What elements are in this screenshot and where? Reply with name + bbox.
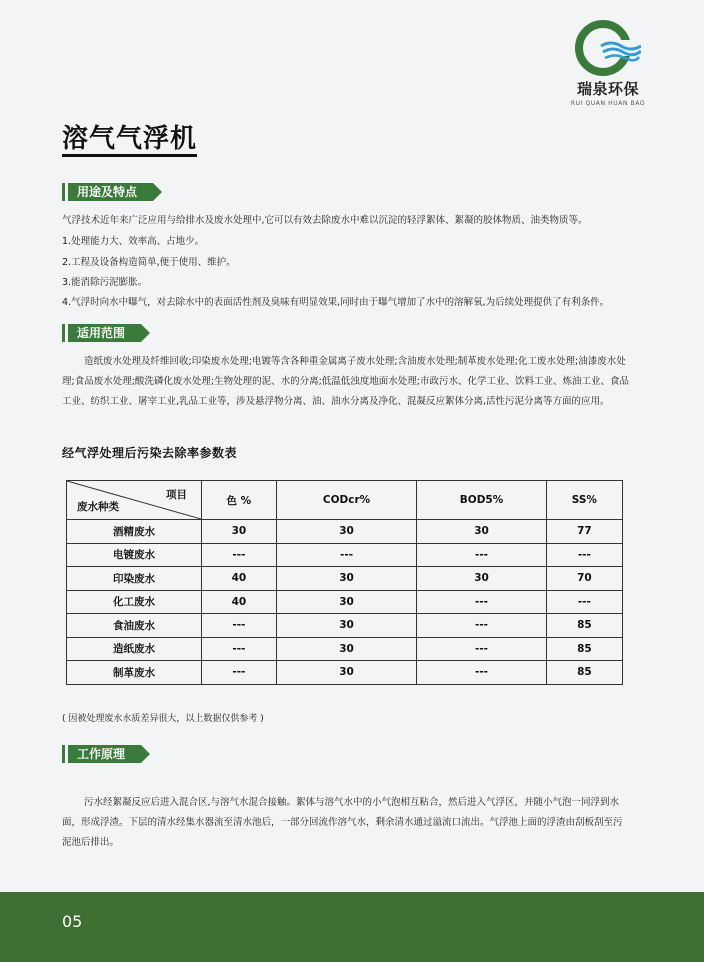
table-cell: 40: [202, 590, 277, 614]
table-cell: ---: [417, 661, 546, 685]
table-corner-cell: [67, 481, 202, 520]
principle-paragraph: 污水经絮凝反应后进入混合区,与溶气水混合接触。絮体与溶气水中的小气泡相互粘合，然后进入气浮区，并随小气泡一同浮到水面，形成浮渣。下层的清水经集水器流至清水池后，一部分回流作溶气水，剩余清水通过溢流口流出。气浮池上面的浮渣由刮板刮至污泥池后排出。: [62, 797, 623, 848]
section-tag-uses: 用途及特点: [68, 183, 153, 201]
table-cell: 30: [417, 520, 546, 544]
table-row: [67, 661, 623, 685]
table-cell: 30: [276, 567, 417, 591]
table-cell: ---: [417, 637, 546, 661]
table-cell: 30: [276, 520, 417, 544]
table-row: [67, 637, 623, 661]
table-cell: 85: [546, 614, 622, 638]
uses-intro: 气浮技术近年来广泛应用与给排水及废水处理中,它可以有效去除废水中难以沉淀的轻浮絮体、絮凝的胶体物质、油类物质等。: [62, 215, 588, 226]
col-header: 色 %: [202, 481, 277, 520]
table-cell: ---: [202, 661, 277, 685]
footer-bar: [0, 892, 704, 962]
table-cell: ---: [417, 543, 546, 567]
page-number: 05: [62, 912, 83, 931]
table-cell: ---: [417, 590, 546, 614]
table-header-row: [67, 481, 623, 520]
row-label: 化工废水: [67, 590, 202, 614]
row-label: 食油废水: [67, 614, 202, 638]
table-cell: 30: [276, 590, 417, 614]
table-cell: 85: [546, 637, 622, 661]
table-cell: ---: [417, 614, 546, 638]
col-header: BOD5%: [417, 481, 546, 520]
table-cell: ---: [202, 637, 277, 661]
logo-chinese-name: 瑞泉环保: [576, 80, 639, 98]
table-cell: ---: [546, 543, 622, 567]
table-cell: ---: [546, 590, 622, 614]
table-cell: ---: [276, 543, 417, 567]
removal-rate-table: [66, 480, 623, 685]
header-type-label: 废水种类: [77, 501, 119, 513]
scope-paragraph: 造纸废水处理及纤维回收;印染废水处理;电镀等含各种重金属离子废水处理;含油废水处理;制革废水处理;化工废水处理;油漆废水处理;食品废水处理;酸洗磷化废水处理;生物处理的泥、水的分离;低温低浊度地面水处理;市政污水、化学工业、饮料工业、炼油工业、食品工业、纺织工业、屠宰工业,乳品工业等，涉及悬浮物分离、油、油水分离及净化、混凝反应絮体分离,活性污泥分离等方面的应用。: [62, 356, 630, 407]
table-cell: ---: [202, 543, 277, 567]
company-logo: [568, 20, 648, 107]
row-label: 酒精废水: [67, 520, 202, 544]
table-row: [67, 590, 623, 614]
logo-english-name: RUI QUAN HUAN BAO: [570, 100, 646, 107]
section-tag-scope: 适用范围: [68, 324, 141, 342]
table-cell: 30: [276, 661, 417, 685]
uses-item-4: 4.气浮时向水中曝气，对去除水中的表面活性剂及臭味有明显效果,同时由于曝气增加了水中的溶解氧,为后续处理提供了有利条件。: [62, 297, 610, 308]
logo-mark-icon: [575, 20, 641, 76]
table-cell: 30: [202, 520, 277, 544]
header-item-label: 项目: [166, 489, 187, 501]
table-cell: 30: [276, 614, 417, 638]
table-note: ( 因被处理废水水质差异很大，以上数据仅供参考 ): [62, 714, 264, 724]
table-row: [67, 614, 623, 638]
table-cell: 30: [417, 567, 546, 591]
section-tag-principle: 工作原理: [68, 745, 141, 763]
col-header: CODcr%: [276, 481, 417, 520]
page-title: 溶气气浮机: [62, 124, 197, 157]
row-label: 制革废水: [67, 661, 202, 685]
uses-item-1: 1.处理能力大、效率高、占地少。: [62, 236, 205, 247]
uses-item-3: 3.能消除污泥膨胀。: [62, 277, 148, 288]
uses-item-2: 2.工程及设备构造简单,便于使用、维护。: [62, 257, 236, 268]
table-row: [67, 520, 623, 544]
table-row: [67, 567, 623, 591]
table-cell: 70: [546, 567, 622, 591]
table-cell: 40: [202, 567, 277, 591]
table-cell: ---: [202, 614, 277, 638]
row-label: 造纸废水: [67, 637, 202, 661]
table-cell: 77: [546, 520, 622, 544]
table-cell: 85: [546, 661, 622, 685]
table-row: [67, 543, 623, 567]
col-header: SS%: [546, 481, 622, 520]
table-cell: 30: [276, 637, 417, 661]
table-title: 经气浮处理后污染去除率参数表: [62, 446, 238, 460]
row-label: 印染废水: [67, 567, 202, 591]
row-label: 电镀废水: [67, 543, 202, 567]
